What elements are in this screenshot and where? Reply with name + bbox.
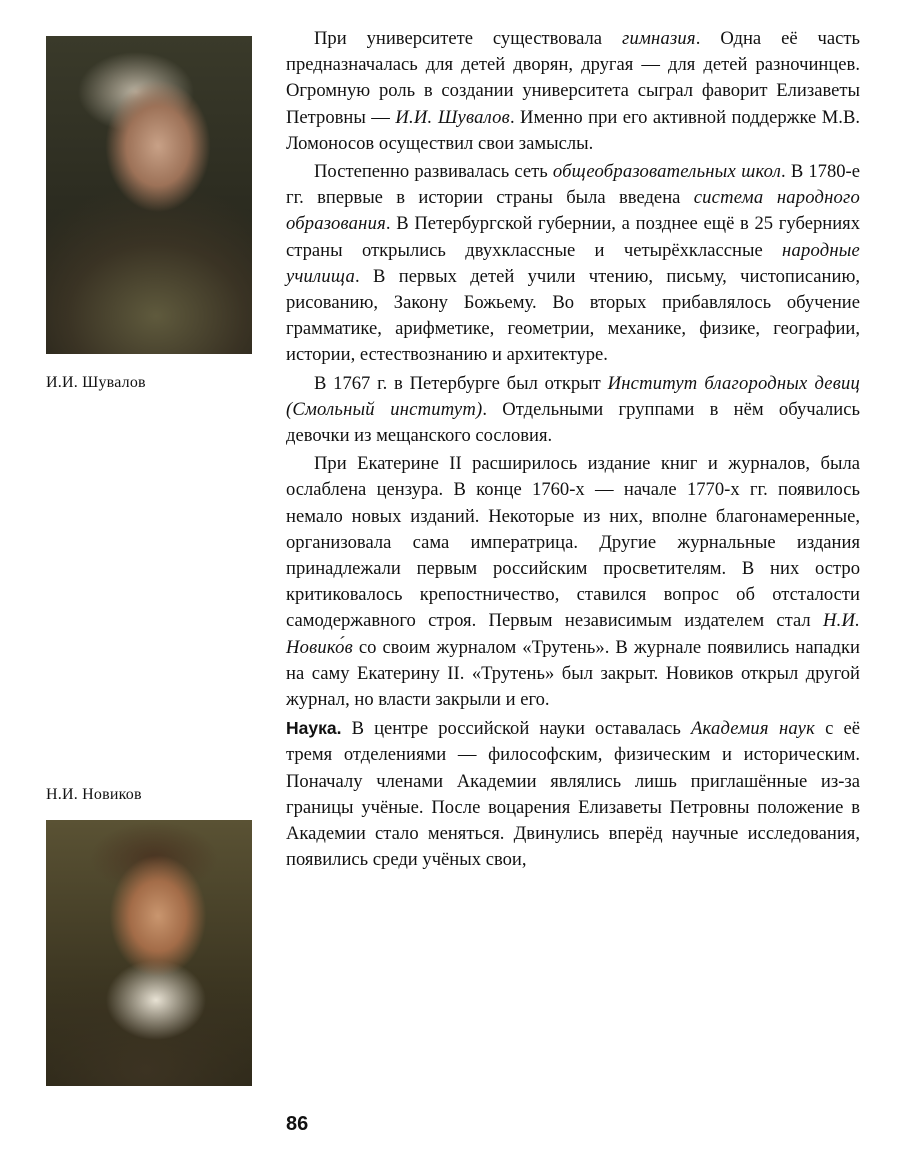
paragraph-journals: При Екатерине II расширилось издание книг и журналов, была ослаблена цензура. В конце 1760-х — начале 1770-х гг. появилось немало новых изданий. Некоторые из них, вполне благонамеренные, организовала сама императрица. Другие журнальные издания принадлежали первым российским просветителям. В них остро критиковалось крепостничество, ставился вопрос об отсталости самодержавного строя. Первым независимым издателем стал Н.И. Новико́в со своим журналом «Трутень». В журнале появились нападки на саму Екатерину II. «Трутень» был закрыт. Новиков открыл другой журнал, но власти закрыли и его. [286,453,860,711]
portrait-novikov [46,820,252,1086]
paragraph-gymnasium: При университете существовала гимназия. Одна её часть предназначалась для детей дворян, другая — для детей разночинцев. Огромную роль в создании университета сыграл фаворит Елизаветы Петровны — И.И. Шувалов. Именно при его активной поддержке М.В. Ломоносов осуществил свои замыслы. [286,28,860,154]
paragraph-science: Наука. В центре российской науки оставалась Академия наук с её тремя отделениями — философским, физическим и историческим. Поначалу членами Академии являлись лишь приглашённые из-за границы учёные. После воцарения Елизаветы Петровны положение в Академии стало меняться. Двинулись вперёд научные исследования, появились среди учёных свои, [286,718,861,871]
caption-novikov: Н.И. Новиков [46,786,142,803]
page-number: 86 [286,1113,309,1135]
paragraph-schools: Постепенно развивалась сеть общеобразовательных школ. В 1780-е гг. впервые в истории страны была введена система народного образования. В Петербургской губернии, а позднее ещё в 25 губерниях страны открылись двухклассные и четырёхклассные народные училища. В первых детей учили чтению, письму, чистописанию, рисованию, Закону Божьему. Во вторых прибавлялось обучение грамматике, арифметике, геометрии, механике, физике, географии, истории, естествознанию и архитектуре. [286,161,860,366]
main-text [286,26,860,876]
caption-shuvalov: И.И. Шувалов [46,374,146,391]
portrait-shuvalov [46,36,252,354]
section-heading-science: Наука. [286,718,342,739]
paragraph-smolny: В 1767 г. в Петербурге был открыт Институт благородных девиц (Смольный институт). Отдельными группами в нём обучались девочки из мещанского сословия. [286,372,861,447]
